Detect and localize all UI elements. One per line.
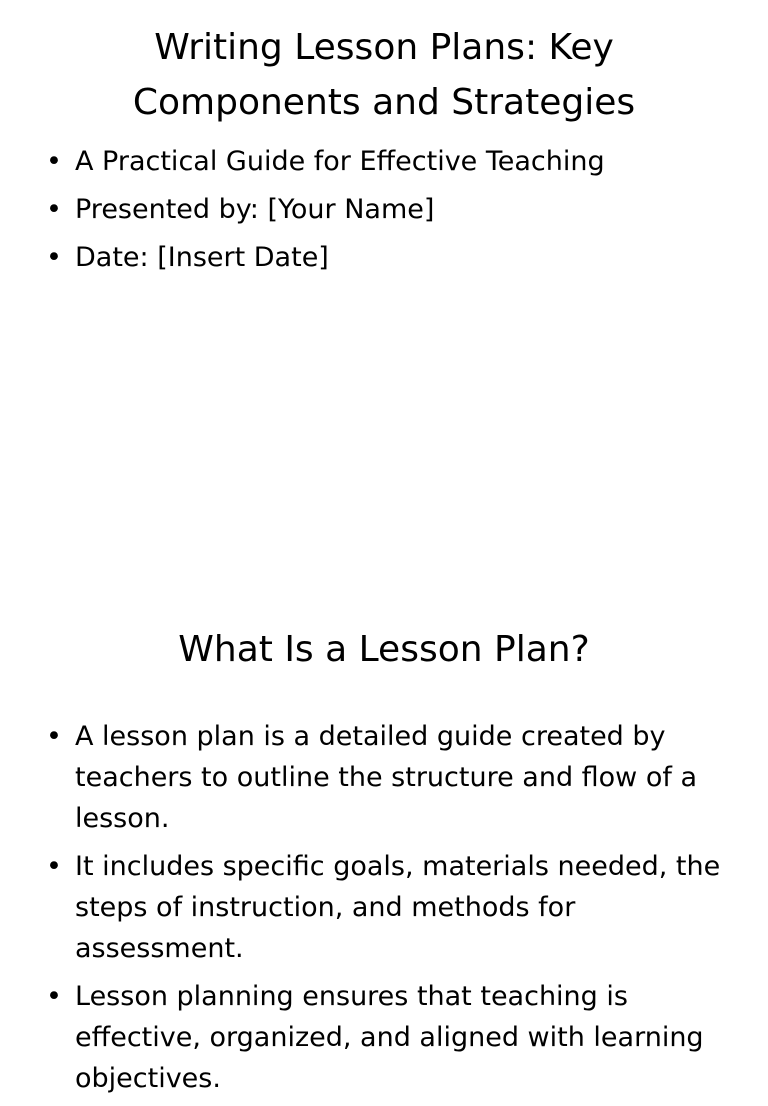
bullet-dot: • [46, 242, 62, 273]
slide-1-bullet-list [40, 138, 728, 282]
bullet-text: A Practical Guide for Effective Teaching [75, 146, 605, 177]
bullet-text: A lesson plan is a detailed guide created by teachers to outline the structure and flow of a lesson. [75, 721, 698, 834]
bullet-item [40, 186, 728, 234]
slide-2-bullet-list [40, 716, 728, 1106]
slide-2-title: What Is a Lesson Plan? [178, 629, 590, 670]
bullet-item [40, 138, 728, 186]
bullet-dot: • [46, 851, 62, 882]
bullet-dot: • [46, 146, 62, 177]
bullet-text: Presented by: [Your Name] [75, 194, 435, 225]
bullet-text: It includes specific goals, materials needed, the steps of instruction, and methods for assessment. [75, 851, 721, 964]
bullet-item [40, 976, 728, 1099]
slide-what-is-lesson-plan [0, 580, 768, 1094]
bullet-dot: • [46, 981, 62, 1012]
bullet-dot: • [46, 194, 62, 225]
slide-1-title: Writing Lesson Plans: Key Components and Strategies [132, 27, 636, 123]
bullet-item [40, 716, 728, 839]
bullet-dot: • [46, 721, 62, 752]
bullet-text: Lesson planning ensures that teaching is effective, organized, and aligned with learning objectives. [75, 981, 704, 1094]
bullet-item [40, 846, 728, 969]
bullet-item [40, 234, 728, 282]
bullet-text: Date: [Insert Date] [75, 242, 329, 273]
